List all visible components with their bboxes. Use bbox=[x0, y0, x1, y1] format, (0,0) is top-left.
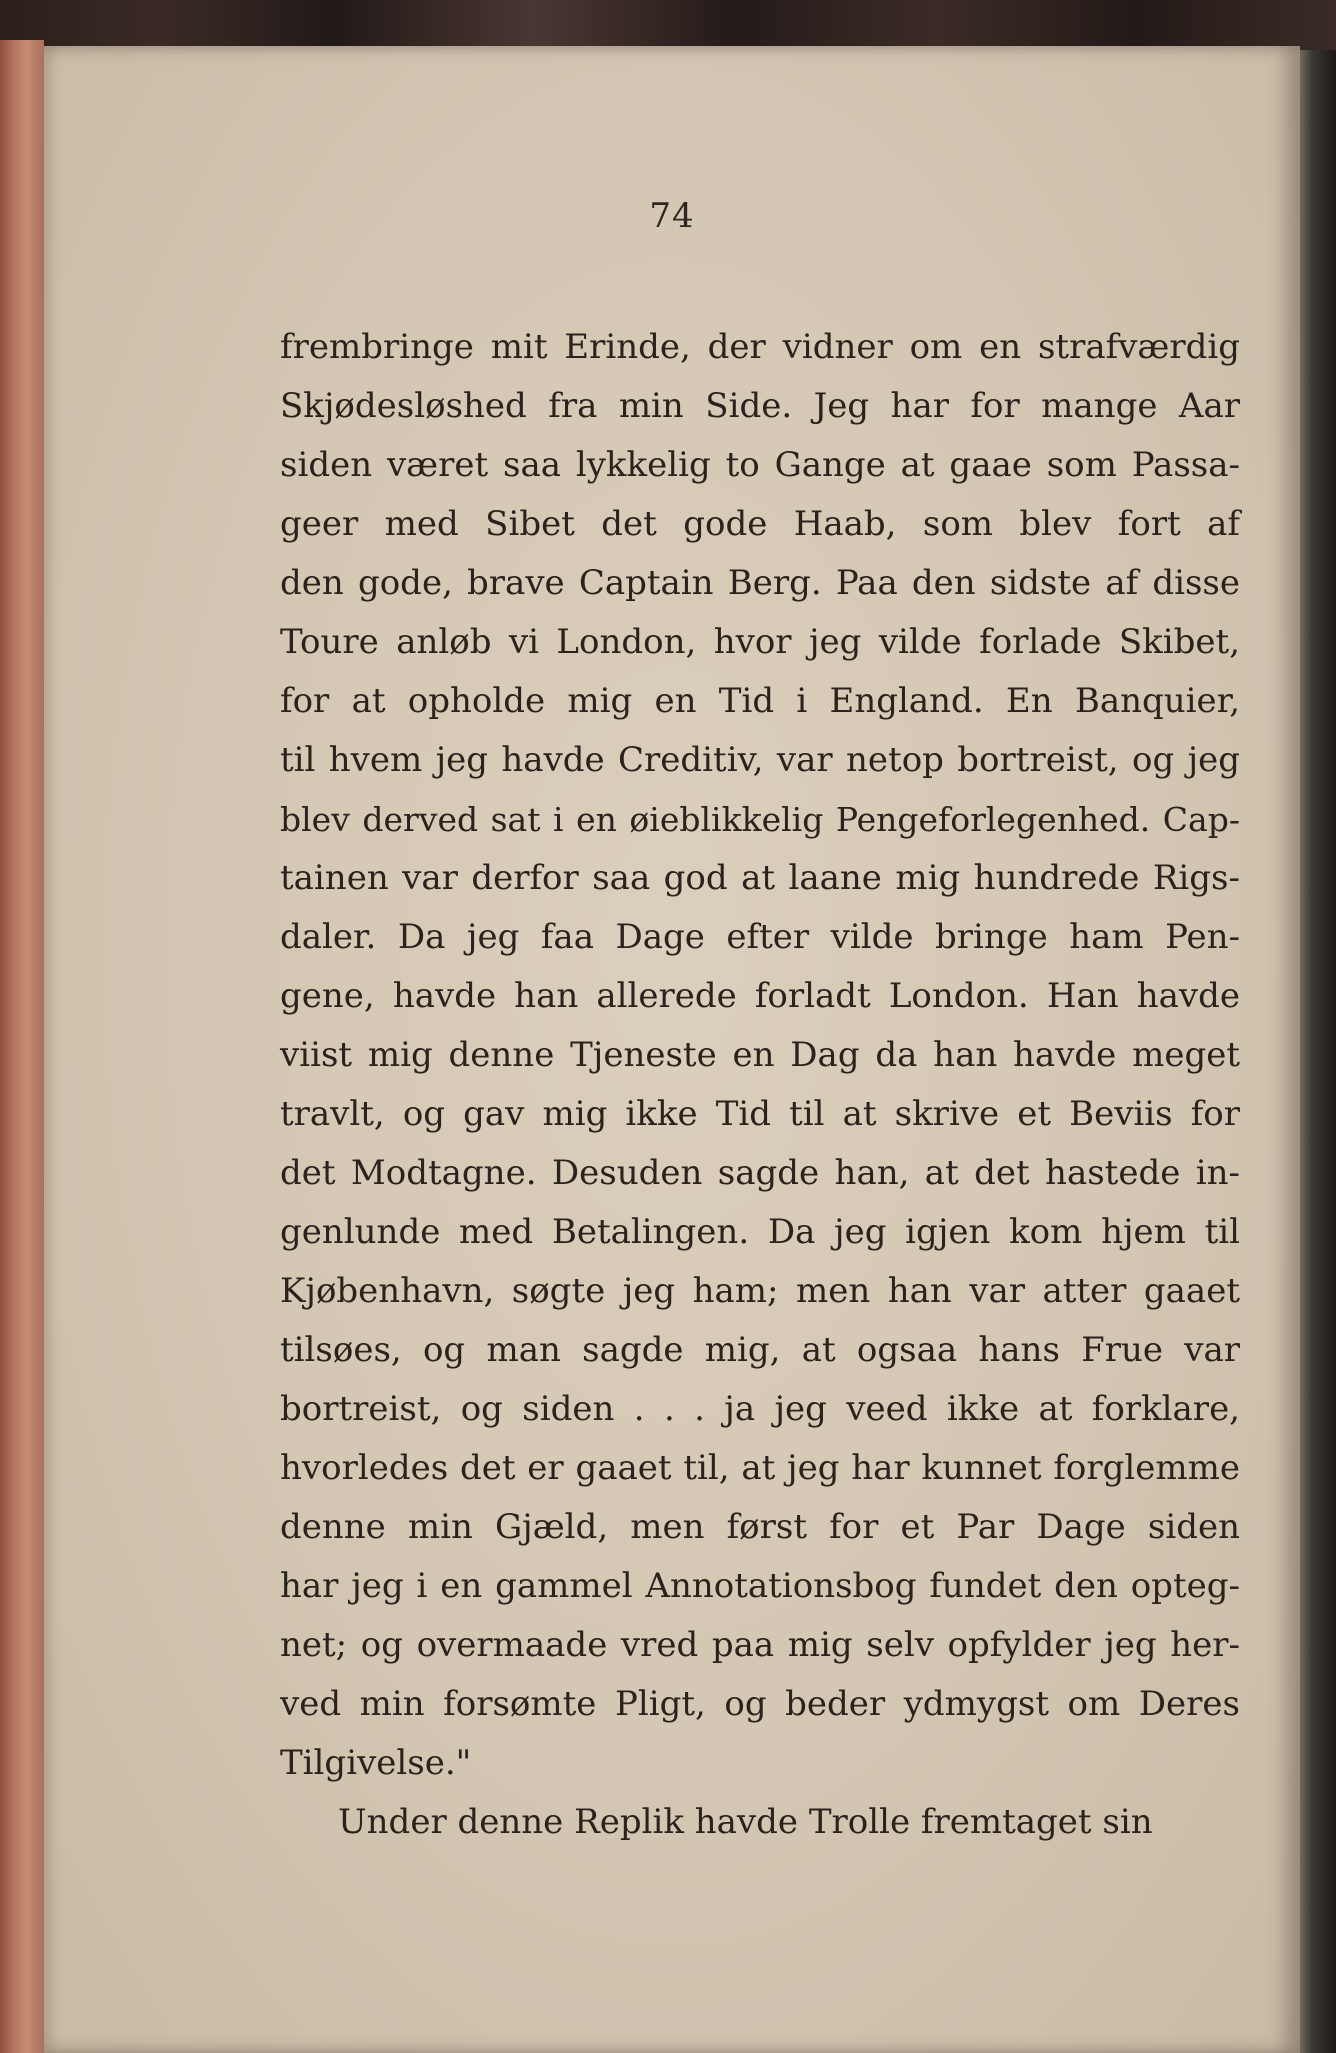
text-line: denne min Gjæld, men først for et Par Dage siden bbox=[280, 1507, 1240, 1547]
text-line: for at opholde mig en Tid i England. En Banquier, bbox=[280, 681, 1240, 721]
text-line: Tilgivelse." bbox=[280, 1743, 472, 1783]
book-page bbox=[44, 46, 1300, 2053]
text-line: Toure anløb vi London, hvor jeg vilde forlade Skibet, bbox=[280, 622, 1240, 662]
text-line: har jeg i en gammel Annotationsbog fundet den opteg- bbox=[280, 1566, 1240, 1606]
text-line: net; og overmaade vred paa mig selv opfylder jeg her- bbox=[280, 1625, 1240, 1665]
text-line: tainen var derfor saa god at laane mig hundrede Rigs- bbox=[280, 858, 1240, 898]
text-line: ved min forsømte Pligt, og beder ydmygst om Deres bbox=[280, 1684, 1240, 1724]
text-line: det Modtagne. Desuden sagde han, at det hastede in- bbox=[280, 1153, 1240, 1193]
text-line: genlunde med Betalingen. Da jeg igjen kom hjem til bbox=[280, 1212, 1240, 1252]
text-line: geer med Sibet det gode Haab, som blev fort af bbox=[280, 504, 1240, 544]
text-line: gene, havde han allerede forladt London. Han havde bbox=[280, 976, 1240, 1016]
text-line: tilsøes, og man sagde mig, at ogsaa hans Frue var bbox=[280, 1330, 1240, 1370]
text-line: den gode, brave Captain Berg. Paa den sidste af disse bbox=[280, 563, 1240, 603]
text-line: frembringe mit Erinde, der vidner om en strafværdig bbox=[280, 327, 1240, 367]
page-text bbox=[280, 318, 1240, 1852]
text-line: travlt, og gav mig ikke Tid til at skrive et Beviis for bbox=[280, 1094, 1240, 1134]
text-line: til hvem jeg havde Creditiv, var netop bortreist, og jeg bbox=[280, 740, 1240, 780]
text-line: Kjøbenhavn, søgte jeg ham; men han var atter gaaet bbox=[280, 1271, 1240, 1311]
page-stack-edge bbox=[1300, 50, 1336, 2053]
text-line: bortreist, og siden . . . ja jeg veed ikke at forklare, bbox=[280, 1389, 1240, 1429]
text-line: Under denne Replik havde Trolle fremtaget sin bbox=[338, 1802, 1153, 1842]
text-line: Skjødesløshed fra min Side. Jeg har for mange Aar bbox=[280, 386, 1240, 426]
text-line: daler. Da jeg faa Dage efter vilde bringe ham Pen- bbox=[280, 917, 1240, 957]
text-line: hvorledes det er gaaet til, at jeg har kunnet forglemme bbox=[280, 1448, 1240, 1488]
page-number: 74 bbox=[649, 196, 695, 236]
text-line: viist mig denne Tjeneste en Dag da han havde meget bbox=[280, 1035, 1240, 1075]
text-line: siden været saa lykkelig to Gange at gaae som Passa- bbox=[280, 445, 1240, 485]
book-spine-edge bbox=[0, 40, 44, 2053]
text-line: blev derved sat i en øieblikkelig Pengeforlegenhed. Cap- bbox=[280, 800, 1240, 839]
